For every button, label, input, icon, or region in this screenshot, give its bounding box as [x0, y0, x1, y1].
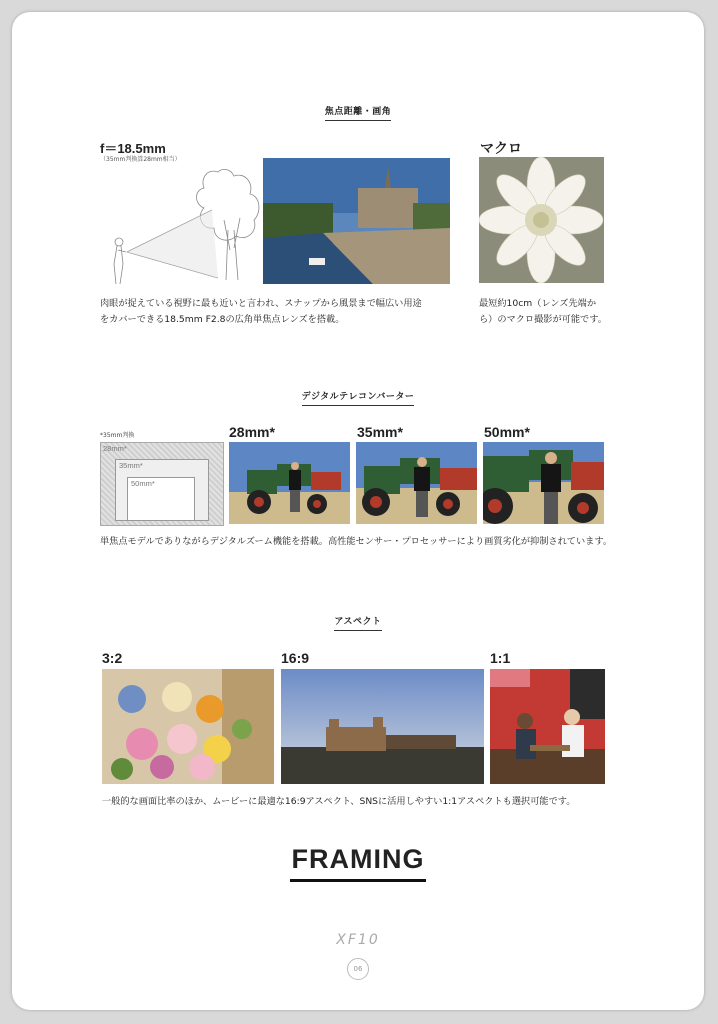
paris-river-photo [263, 158, 450, 284]
macro-label: マクロ [480, 140, 522, 156]
tele-label-28: 28mm* [229, 424, 275, 440]
section-title-aspect: アスペクト [12, 614, 704, 631]
cafe-photo-1-1 [490, 669, 605, 784]
crop-note: *35mm判換 [100, 432, 135, 439]
teleconverter-caption: 単焦点モデルでありながらデジタルズーム機能を搭載。高性能センサー・プロセッサーにより画質劣化が抑制されています。 [100, 536, 613, 547]
aspect-label-16-9: 16:9 [281, 650, 310, 666]
section-title-focal: 焦点距離・画角 [12, 104, 704, 121]
brand-logo: XF10 [336, 932, 380, 948]
bouquet-photo-3-2 [102, 669, 274, 784]
page-number: 06 [347, 958, 369, 980]
tele-label-50: 50mm* [484, 424, 530, 440]
aspect-label-1-1: 1:1 [490, 650, 511, 666]
crop-50-box: 50mm* [127, 477, 195, 521]
framing-heading: FRAMING [12, 844, 704, 882]
aspect-caption: 一般的な画面比率のほか、ムービーに最適な16:9アスペクト、SNSに活用しやすい1:1アスペクトも選択可能です。 [102, 796, 576, 807]
tractor-photo-35mm [356, 442, 477, 524]
castle-photo-16-9 [281, 669, 484, 784]
brochure-page [12, 12, 704, 1010]
crop-35-box: 35mm* [115, 459, 209, 521]
macro-flower-photo [479, 157, 604, 283]
tractor-photo-50mm [483, 442, 604, 524]
focal-caption: 肉眼が捉えている視野に最も近いと言われ、スナップから風景まで幅広い用途 をカバーできる18.5mm F2.8の広角単焦点レンズを搭載。 [100, 298, 422, 325]
field-of-view-illustration [100, 160, 260, 286]
section-title-teleconverter: デジタルテレコンバーター [12, 389, 704, 406]
crop-diagram [100, 442, 224, 526]
tele-label-35: 35mm* [357, 424, 403, 440]
focal-length-note: （35mm判換算28mm相当） [100, 156, 181, 163]
focal-length-label: f＝18.5mm [100, 141, 166, 156]
macro-caption: 最短約10cm（レンズ先端か ら）のマクロ撮影が可能です。 [479, 298, 607, 325]
aspect-label-3-2: 3:2 [102, 650, 123, 666]
tractor-photo-28mm [229, 442, 350, 524]
crop-28-label: 28mm* [103, 444, 127, 453]
